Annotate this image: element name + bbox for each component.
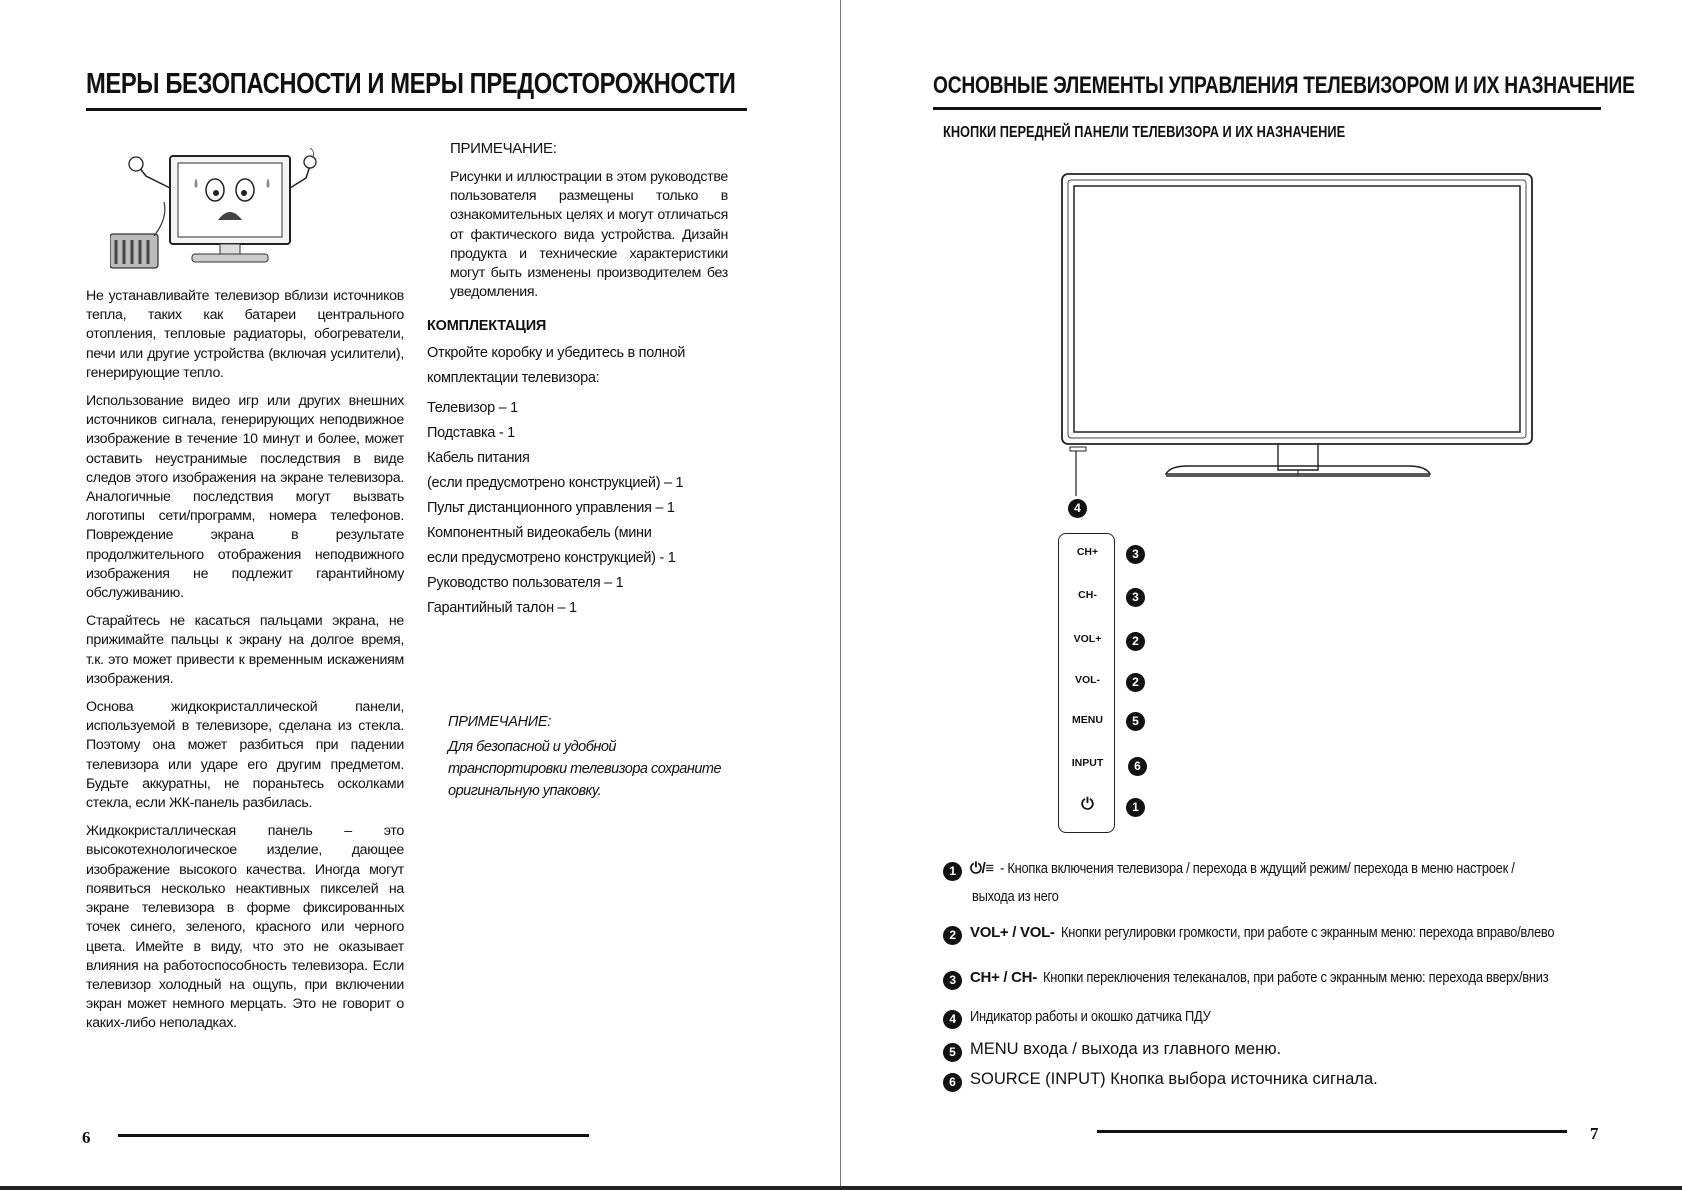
kit-intro: Откройте коробку и убедитесь в полной комплектации телевизора: <box>427 345 686 386</box>
callout-badge: 2 <box>1126 632 1145 651</box>
legend-item-menu <box>943 1040 1281 1062</box>
power-button[interactable]: ⏻ <box>1081 796 1094 813</box>
callout-badge: 3 <box>943 971 962 990</box>
list-item: Компонентный видеокабель (мини <box>427 525 652 541</box>
paragraph: Использование видео игр или других внешних источников сигнала, генерирующих неподвижное изображение в течение 10 минут и более, может оставить неустранимые последствия в виде следов этого изображения на экране телевизора. Аналогичные последствия могут вызвать логотипы сети/программ, номера телефонов. Повреждение экрана в результате продолжительного отображения неподвижного изображения не подлежит гарантийному обслуживанию. <box>86 393 404 602</box>
kit-list <box>427 396 683 621</box>
legend-key: VOL+ / VOL- <box>970 924 1055 941</box>
menu-button[interactable]: MENU <box>1072 714 1103 726</box>
paragraph: Не устанавливайте телевизор вблизи источников тепла, таких как батареи центрального отопления, тепловые радиаторы, обогреватели, печи или другие устройства (включая усилители), генерирующие тепло. <box>86 288 404 381</box>
legend-text-continuation: выхода из него <box>972 888 1059 905</box>
legend-item-led <box>943 1008 1250 1029</box>
callout-badge: 2 <box>1126 673 1145 692</box>
title-underline <box>933 107 1601 110</box>
footer-rule <box>1097 1130 1567 1133</box>
legend-item-power <box>943 860 1598 881</box>
tv-front-drawing <box>1058 170 1568 496</box>
transport-note-text: Для безопасной и удобной транспортировки телевизора сохраните оригинальную упаковку. <box>448 739 722 799</box>
kit-heading: КОМПЛЕКТАЦИЯ <box>427 318 547 334</box>
safety-text-column <box>86 287 404 1043</box>
note-text: Рисунки и иллюстрации в этом руководстве пользователя размещены только в ознакомительных целях и могут отличаться от фактического вида устройства. Дизайн продукта и технические характеристики могут быть изменены производителем без уведомления. <box>450 169 728 301</box>
legend-text: Кнопки переключения телеканалов, при работе с экранным меню: перехода вверх/вниз <box>1042 969 1549 986</box>
section-subtitle: КНОПКИ ПЕРЕДНЕЙ ПАНЕЛИ ТЕЛЕВИЗОРА И ИХ НАЗНАЧЕНИЕ <box>943 124 1346 141</box>
legend-text: - Кнопка включения телевизора / перехода в ждущий режим/ перехода в меню настроек / <box>999 860 1515 877</box>
note-heading: ПРИМЕЧАНИЕ: <box>450 140 557 157</box>
list-item: Пульт дистанционного управления – 1 <box>427 500 675 516</box>
footer-rule <box>118 1134 589 1137</box>
paragraph: Жидкокристаллическая панель – это высокотехнологическое изделие, дающее изображение высокого качества. Иногда могут появиться несколько неактивных пикселей на экране телевизора в форме фиксированных точек синего, зеленого, красного или черного цвета. Имейте в виду, что это не оказывает влияния на работоспособность телевизора. Если телевизор холодный на ощупь, при включении экран может немного мерцать. Это не говорит о каких-либо неполадках. <box>86 823 404 1032</box>
ch-down-button[interactable]: CH- <box>1078 589 1097 601</box>
list-item: Подставка - 1 <box>427 425 515 441</box>
callout-badge: 2 <box>943 926 962 945</box>
vol-up-button[interactable]: VOL+ <box>1073 633 1102 645</box>
paragraph: Основа жидкокристаллической панели, используемой в телевизоре, сделана из стекла. Поэтому она может разбиться при падении телевизора или ударе его другим предметом. Будьте аккуратны, не пораньтесь осколками стекла, если ЖК-панель разбилась. <box>86 699 404 812</box>
led-indicator-callout: 4 <box>1068 499 1087 518</box>
book-spine <box>840 0 841 1190</box>
callout-badge: 4 <box>943 1010 962 1029</box>
front-button-panel <box>1058 533 1115 833</box>
page-number: 7 <box>1590 1124 1599 1143</box>
ch-up-button[interactable]: CH+ <box>1076 546 1099 558</box>
callout-badge: 6 <box>1128 757 1147 776</box>
callout-badge: 3 <box>1126 588 1145 607</box>
list-item: если предусмотрено конструкцией) - 1 <box>427 550 676 566</box>
power-menu-icon: ⏻/≡ <box>970 860 994 877</box>
list-item: Гарантийный талон – 1 <box>427 600 577 616</box>
input-button[interactable]: INPUT <box>1071 757 1104 769</box>
legend-item-volume <box>943 924 1634 945</box>
vol-down-button[interactable]: VOL- <box>1074 674 1101 686</box>
legend-text: Кнопки регулировки громкости, при работе с экранным меню: перехода вправо/влево <box>1060 924 1554 941</box>
transport-note-heading: ПРИМЕЧАНИЕ: <box>448 714 551 730</box>
legend-text: SOURCE (INPUT) Кнопка выбора источника сигнала. <box>970 1070 1378 1088</box>
title-underline <box>86 108 747 111</box>
legend-item-channel <box>943 969 1631 990</box>
paragraph: Старайтесь не касаться пальцами экрана, не прижимайте пальцы к экрану на долгое время, т.к. это может привести к временным искажениям изображения. <box>86 613 404 687</box>
left-page-title: МЕРЫ БЕЗОПАСНОСТИ И МЕРЫ ПРЕДОСТОРОЖНОСТИ <box>86 68 736 100</box>
heat-warning-illustration <box>110 148 330 276</box>
list-item: (если предусмотрено конструкцией) – 1 <box>427 475 684 491</box>
callout-badge: 5 <box>943 1043 962 1062</box>
list-item: Телевизор – 1 <box>427 400 518 416</box>
list-item: Кабель питания <box>427 450 530 466</box>
list-item: Руководство пользователя – 1 <box>427 575 624 591</box>
right-page-title: ОСНОВНЫЕ ЭЛЕМЕНТЫ УПРАВЛЕНИЯ ТЕЛЕВИЗОРОМ И ИХ НАЗНАЧЕНИЕ <box>933 72 1635 99</box>
legend-item-source <box>943 1070 1378 1092</box>
legend-text: MENU входа / выхода из главного меню. <box>970 1040 1282 1058</box>
legend-key: CH+ / CH- <box>970 969 1037 986</box>
page-bottom-edge <box>0 1186 1682 1190</box>
callout-badge: 6 <box>943 1073 962 1092</box>
callout-badge: 1 <box>1126 798 1145 817</box>
callout-badge: 3 <box>1126 545 1145 564</box>
callout-badge: 1 <box>943 862 962 881</box>
legend-text: Индикатор работы и окошко датчика ПДУ <box>970 1008 1211 1025</box>
callout-badge: 5 <box>1126 712 1145 731</box>
page-number: 6 <box>82 1128 91 1147</box>
